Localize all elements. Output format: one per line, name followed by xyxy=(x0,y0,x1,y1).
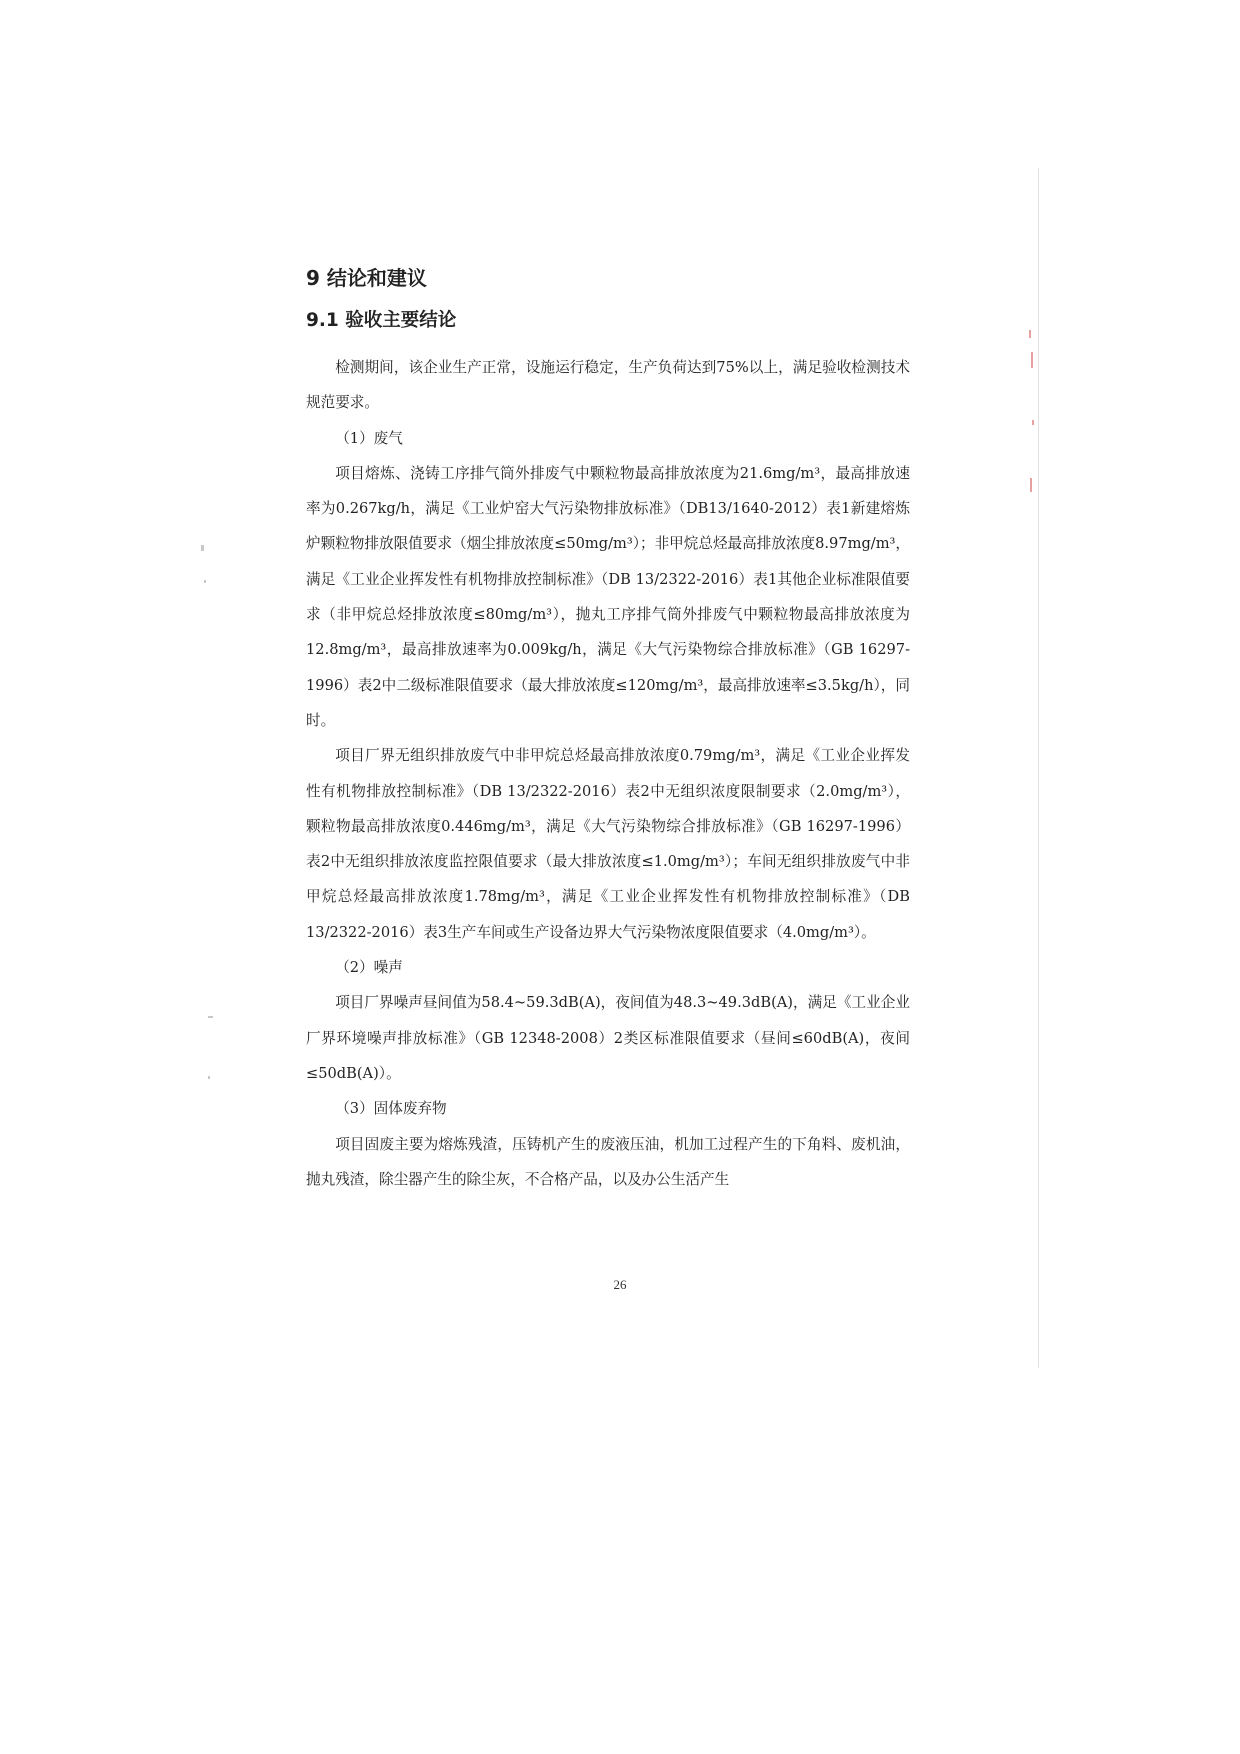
scan-stamp-mark xyxy=(1029,330,1031,338)
paragraph-solid-waste: 项目固废主要为熔炼残渣，压铸机产生的废液压油，机加工过程产生的下角料、废机油，抛丸残渣，除尘器产生的除尘灰，不合格产品，以及办公生活产生 xyxy=(306,1135,910,1188)
scan-stamp-mark xyxy=(1032,420,1034,425)
paragraph-waste-gas-organized: 项目熔炼、浇铸工序排气筒外排废气中颗粒物最高排放浓度为21.6mg/m³，最高排放速率为0.267kg/h，满足《工业炉窑大气污染物排放标准》（DB13/1640-2012）表1新建熔炼炉颗粒物排放限值要求（烟尘排放浓度≤50mg/m³）；非甲烷总烃最高排放浓度8.97mg/m³，满足《工业企业挥发性有机物排放控制标准》（DB 13/2322-2016）表1其他企业标准限值要求（非甲烷总烃排放浓度≤80mg/m³），抛丸工序排气筒外排废气中颗粒物最高排放浓度为12.8mg/m³，最高排放速率为0.009kg/h，满足《大气污染物综合排放标准》（GB 16297-1996）表2中二级标准限值要求（最大排放浓度≤120mg/m³，最高排放速率≤3.5kg/h），同时。 xyxy=(306,464,910,729)
scan-speck xyxy=(201,545,204,551)
subheading-solid-waste: （3）固体废弃物 xyxy=(335,1100,447,1118)
chapter-heading: 9 结论和建议 xyxy=(306,266,427,290)
scan-speck xyxy=(208,1076,210,1079)
paragraph-noise: 项目厂界噪声昼间值为58.4~59.3dB(A)，夜间值为48.3~49.3dB(A)，满足《工业企业厂界环境噪声排放标准》（GB 12348-2008）2类区标准限值要求（昼间≤60dB(A)，夜间≤50dB(A)）。 xyxy=(306,994,910,1082)
scan-speck xyxy=(204,580,206,583)
scan-speck xyxy=(208,1016,213,1018)
paragraph-waste-gas-unorganized: 项目厂界无组织排放废气中非甲烷总烃最高排放浓度0.79mg/m³，满足《工业企业挥发性有机物排放控制标准》（DB 13/2322-2016）表2中无组织浓度限制要求（2.0mg/m³），颗粒物最高排放浓度0.446mg/m³，满足《大气污染物综合排放标准》（GB 16297-1996）表2中无组织排放浓度监控限值要求（最大排放浓度≤1.0mg/m³）；车间无组织排放废气中非甲烷总烃最高排放浓度1.78mg/m³，满足《工业企业挥发性有机物排放控制标准》（DB 13/2322-2016）表3生产车间或生产设备边界大气污染物浓度限值要求（4.0mg/m³）。 xyxy=(306,747,910,941)
scan-stamp-mark xyxy=(1031,352,1033,368)
subheading-waste-gas: （1）废气 xyxy=(335,429,403,447)
page-number: 26 xyxy=(613,1277,627,1292)
scan-page-edge xyxy=(1038,168,1039,1368)
section-heading: 9.1 验收主要结论 xyxy=(306,310,457,331)
main-content xyxy=(306,262,910,1197)
scan-stamp-mark xyxy=(1030,478,1032,492)
paragraph-intro: 检测期间，该企业生产正常，设施运行稳定，生产负荷达到75%以上，满足验收检测技术规范要求。 xyxy=(306,359,910,412)
subheading-noise: （2）噪声 xyxy=(335,959,403,977)
